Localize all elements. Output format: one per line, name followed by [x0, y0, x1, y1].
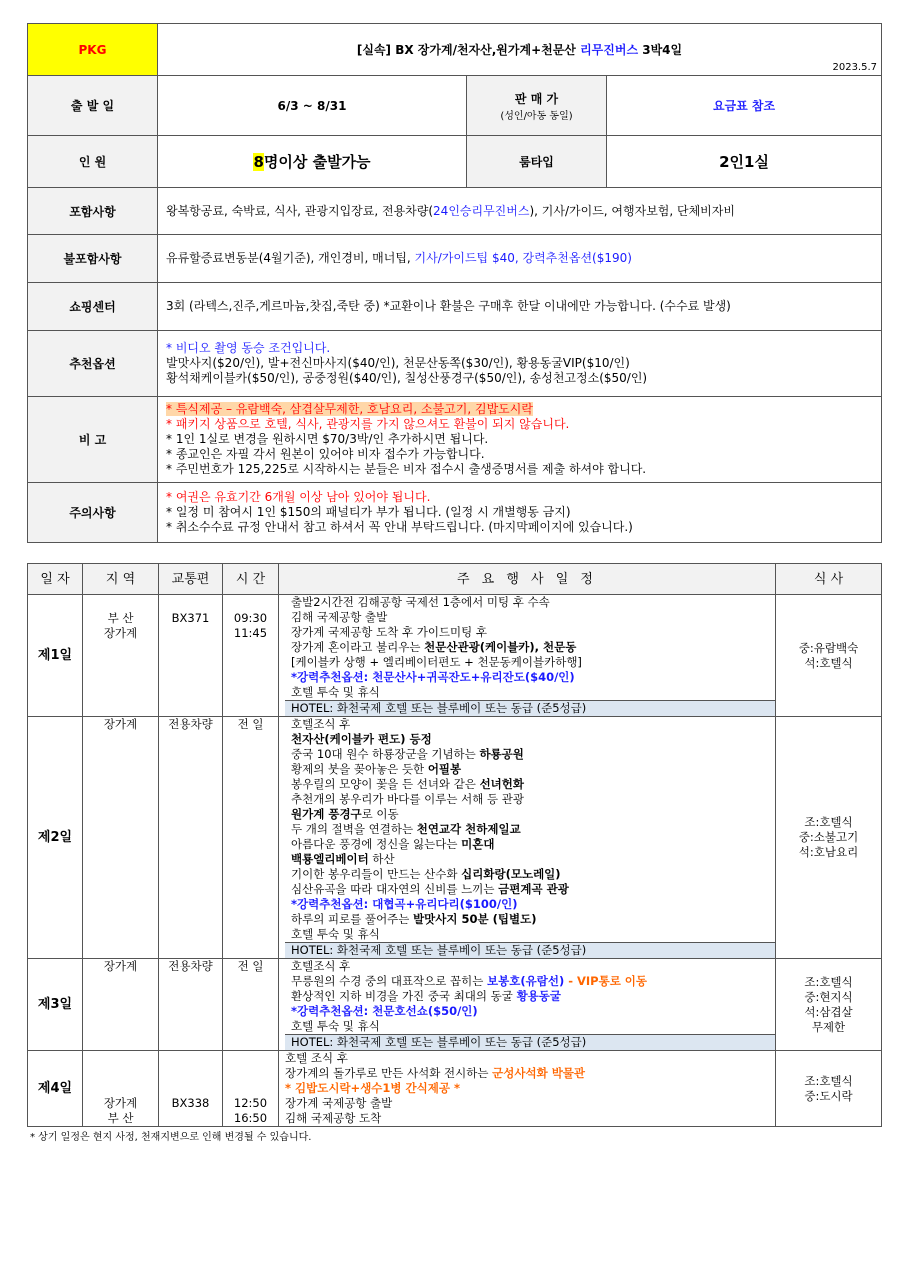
included-label: 포함사항: [28, 188, 158, 235]
package-info-table: [27, 23, 882, 543]
col-header-region: 지 역: [83, 564, 159, 595]
pkg-badge: PKG: [28, 24, 158, 76]
meals-cell: 중:유람백숙 석:호텔식: [776, 595, 882, 717]
meals-cell: 조:호텔식 중:현지식 석:삼겹살 무제한: [776, 959, 882, 1051]
day-row: [28, 717, 882, 959]
transport-cell: BX371: [159, 595, 223, 717]
caution-label: 주의사항: [28, 483, 158, 543]
region-cell: 장가계: [83, 717, 159, 959]
excluded-label: 불포함사항: [28, 235, 158, 283]
excluded-value: 유류할증료변동분(4월기준), 개인경비, 매너팁, 기사/가이드팁 $40, 강력추천옵션($190): [158, 235, 882, 283]
meals-cell: 조:호텔식 중:소불고기 석:호남요리: [776, 717, 882, 959]
schedule-cell: 출발2시간전 김해공항 국제선 1층에서 미팅 후 수속 김해 국제공항 출발 장가계 국제공항 도착 후 가이드미팅 후 장가계 혼이라고 불리우는 천문산관광(케이블카), 천문동 [케이블카 상행 + 엘리베이터편도 + 천문동케이블카하행] *강력추천옵션: 천문산사+귀곡잔도+유리잔도($40/인) 호텔 투숙 및 휴식 HOTEL: 화천국제 호텔 또는 블루베이 또는 동급 (준5성급): [279, 595, 776, 717]
meals-cell: 조:호텔식 중:도시락: [776, 1051, 882, 1127]
day-row: [28, 595, 882, 717]
transport-cell: 전용차량: [159, 717, 223, 959]
options-value: * 비디오 촬영 동승 조건입니다. 발맛사지($20/인), 발+전신마사지($40/인), 천문산동쪽($30/인), 황용동굴VIP($10/인) 황석채케이블카($50/인), 공중정원($40/인), 칠성산풍경구($50/인), 송성천고정소($50/인): [158, 331, 882, 397]
time-cell: 전 일: [223, 717, 279, 959]
hotel-info: HOTEL: 화천국제 호텔 또는 블루베이 또는 동급 (준5성급): [285, 700, 775, 716]
region-cell: 장가계: [83, 959, 159, 1051]
schedule-cell: 호텔 조식 후 장가계의 돌가루로 만든 사석화 전시하는 군성사석화 박물관 * 김밥도시락+생수1병 간식제공 * 장가계 국제공항 출발 김해 국제공항 도착: [279, 1051, 776, 1127]
options-label: 추천옵션: [28, 331, 158, 397]
day-label: 제1일: [28, 595, 83, 717]
col-header-transport: 교통편: [159, 564, 223, 595]
time-cell: 12:50 16:50: [223, 1051, 279, 1127]
itinerary-table: [27, 563, 882, 1127]
price-label: 판 매 가 (성인/아동 동일): [467, 76, 607, 136]
day-label: 제2일: [28, 717, 83, 959]
col-header-meals: 식 사: [776, 564, 882, 595]
package-title: [실속] BX 장가계/천자산,원가계+천문산 리무진버스 3박4일 2023.5.7: [158, 24, 882, 76]
schedule-cell: 호텔조식 후 천자산(케이블카 편도) 등정 중국 10대 원수 하룡장군을 기념하는 하룡공원 황제의 붓을 꽂아놓은 듯한 어필봉 봉우릴의 모양이 꽃을 든 선녀와 같은 선녀헌화 추천개의 봉우리가 바다를 이루는 서해 등 관광 원가계 풍경구로 이동 두 개의 절벽을 연결하는 천연교각 천하제일교 아름다운 풍경에 정신을 잃는다는 미혼대 백룡엘리베이터 하산 기이한 봉우리들이 만드는 산수화 십리화랑(모노레일) 심산유곡을 따라 대자연의 신비를 느끼는 금편계곡 관광 *강력추천옵션: 대협곡+유리다리($100/인) 하루의 피로를 풀어주는 발맛사지 50분 (팁별도) 호텔 투숙 및 휴식 HOTEL: 화천국제 호텔 또는 블루베이 또는 동급 (준5성급): [279, 717, 776, 959]
notes-label: 비 고: [28, 397, 158, 483]
shopping-value: 3회 (라텍스,진주,게르마늄,찻집,죽탄 중) *교환이나 환불은 구매후 한달 이내에만 가능합니다. (수수료 발생): [158, 283, 882, 331]
day-row: [28, 959, 882, 1051]
notes-value: * 특식제공 – 유람백숙, 삼겹살무제한, 호남요리, 소불고기, 김밥도시락 * 패키지 상품으로 호텔, 식사, 관광지를 가지 않으셔도 환불이 되지 않습니다. * 1인 1실로 변경을 원하시면 $70/3박/인 추가하시면 됩니다. * 종교인은 자필 각서 원본이 있어야 비자 접수가 가능합니다. * 주민번호가 125,225로 시작하시는 분들은 비자 접수시 출생증명서를 제출 하셔야 합니다.: [158, 397, 882, 483]
region-cell: 장가계 부 산: [83, 1051, 159, 1127]
transport-cell: BX338: [159, 1051, 223, 1127]
people-label: 인 원: [28, 136, 158, 188]
day-row: [28, 1051, 882, 1127]
departure-label: 출 발 일: [28, 76, 158, 136]
time-cell: 전 일: [223, 959, 279, 1051]
itinerary-header-row: [28, 564, 882, 595]
departure-value: 6/3 ~ 8/31: [158, 76, 467, 136]
price-value: 요금표 참조: [607, 76, 882, 136]
document-date: 2023.5.7: [832, 62, 878, 73]
col-header-schedule: 주 요 행 사 일 정: [279, 564, 776, 595]
time-cell: 09:30 11:45: [223, 595, 279, 717]
region-cell: 부 산 장가계: [83, 595, 159, 717]
col-header-day: 일 자: [28, 564, 83, 595]
day-label: 제4일: [28, 1051, 83, 1127]
col-header-time: 시 간: [223, 564, 279, 595]
included-value: 왕복항공료, 숙박료, 식사, 관광지입장료, 전용차량(24인승리무진버스), 기사/가이드, 여행자보험, 단체비자비: [158, 188, 882, 235]
caution-value: * 여권은 유효기간 6개월 이상 남아 있어야 됩니다. * 일정 미 참여시 1인 $150의 패널티가 부가 됩니다. (일정 시 개별행동 금지) * 취소수수료 규정 안내서 참고 하셔서 꼭 안내 부탁드립니다. (마지막페이지에 있습니다.): [158, 483, 882, 543]
people-value: 8명이상 출발가능: [158, 136, 467, 188]
transport-cell: 전용차량: [159, 959, 223, 1051]
shopping-label: 쇼핑센터: [28, 283, 158, 331]
footer-note: * 상기 일정은 현지 사정, 천재지변으로 인해 변경될 수 있습니다.: [30, 1132, 312, 1143]
hotel-info: HOTEL: 화천국제 호텔 또는 블루베이 또는 동급 (준5성급): [285, 942, 775, 958]
day-label: 제3일: [28, 959, 83, 1051]
room-type-label: 룸타입: [467, 136, 607, 188]
room-type-value: 2인1실: [607, 136, 882, 188]
schedule-cell: 호텔조식 후 무릉원의 수경 중의 대표작으로 꼽히는 보봉호(유람선) - VIP통로 이동 환상적인 지하 비경을 가진 중국 최대의 동굴 황용동굴 *강력추천옵션: 천문호선쇼($50/인) 호텔 투숙 및 휴식 HOTEL: 화천국제 호텔 또는 블루베이 또는 동급 (준5성급): [279, 959, 776, 1051]
hotel-info: HOTEL: 화천국제 호텔 또는 블루베이 또는 동급 (준5성급): [285, 1034, 775, 1050]
